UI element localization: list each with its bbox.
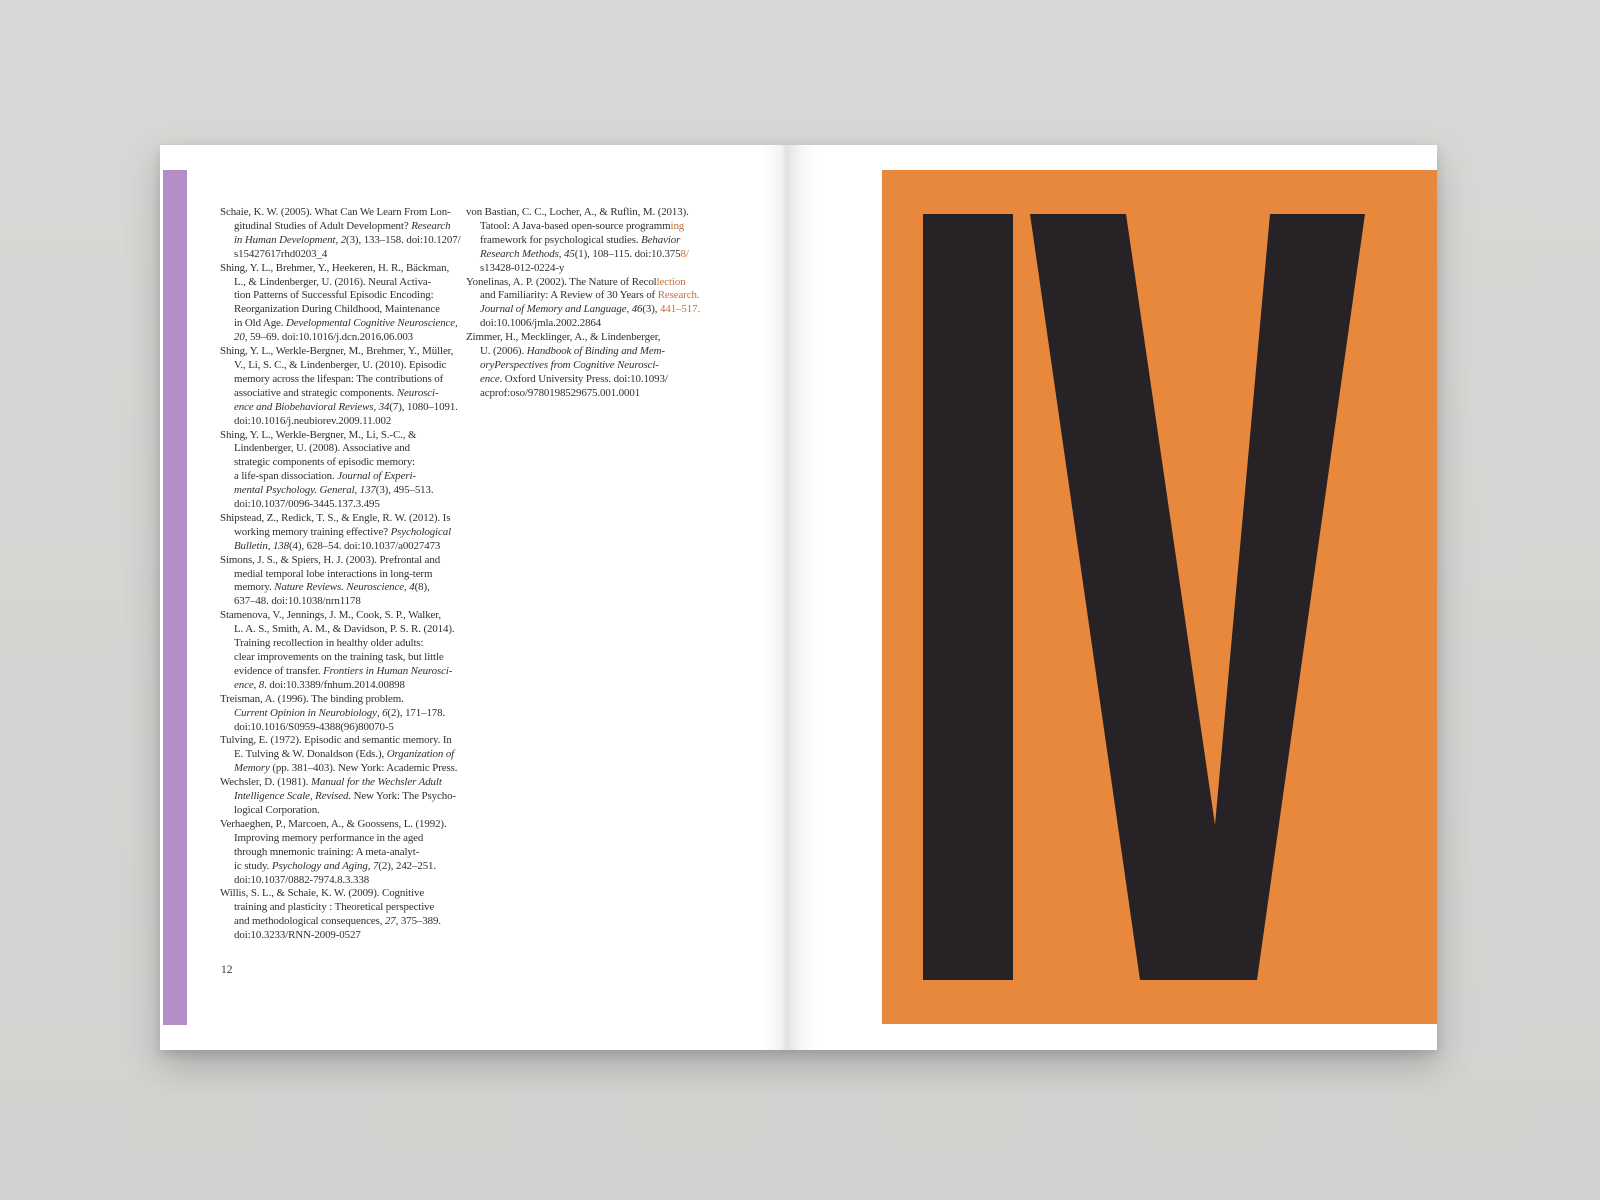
book-spread <box>160 145 1437 1050</box>
reference-entry: von Bastian, C. C., Locher, A., & Ruflin, M. (2013). Tatool: A Java-based open-source programming framework for psychological studies. Behavior Research Methods, 45(1), 108–115. doi:10.3758/ s13428-012-0224-y <box>466 206 689 274</box>
reference-entry: Simons, J. S., & Spiers, H. J. (2003). Prefrontal and medial temporal lobe interactions in long-term memory. Nature Reviews. Neuroscience, 4(8), 637–48. doi:10.1038/nrn1178 <box>220 553 441 608</box>
reference-entry: Yonelinas, A. P. (2002). The Nature of Recollection and Familiarity: A Review of 30 Years of Research. Journal of Memory and Language, 46(3), 441–517. doi:10.1006/jmla.2002.2864 <box>466 275 701 330</box>
reference-entry: Shing, Y. L., Werkle-Bergner, M., Brehmer, Y., Müller, V., Li, S. C., & Lindenberger, U. (2010). Episodic memory across the lifespan: The contributions of associative and strategic components. Neurosci- ence and Biobehavioral Reviews, 34(7), 1080–1091. doi:10.1016/j.neubiorev.2009.11.002 <box>220 345 458 427</box>
chapter-divider-panel <box>882 170 1437 1024</box>
reference-entry: Shipstead, Z., Redick, T. S., & Engle, R. W. (2012). Is working memory training effective? Psychological Bulletin, 138(4), 628–54. doi:10.1037/a0027473 <box>220 511 451 552</box>
reference-entry: Willis, S. L., & Schaie, K. W. (2009). Cognitive training and plasticity : Theoretical perspective and methodological consequences, 27, 375–389. doi:10.3233/RNN-2009-0527 <box>220 887 441 942</box>
reference-entry: Treisman, A. (1996). The binding problem. Current Opinion in Neurobiology, 6(2), 171–178. doi:10.1016/S0959-4388(96)80070-5 <box>220 692 446 733</box>
reference-entry: Stamenova, V., Jennings, J. M., Cook, S. P., Walker, L. A. S., Smith, A. M., & Davidson, P. S. R. (2014). Training recollection in healthy older adults: clear improvements on the training task, but little evidence of transfer. Frontiers in Human Neurosci- ence, 8. doi:10.3389/fnhum.2014.00898 <box>220 609 455 691</box>
chapter-numeral-iv <box>882 170 1437 1024</box>
section-color-stripe <box>163 170 187 1025</box>
references-column-2 <box>466 206 713 401</box>
reference-entry: Shing, Y. L., Brehmer, Y., Heekeren, H. R., Bäckman, L., & Lindenberger, U. (2016). Neural Activa- tion Patterns of Successful Episodic Encoding: Reorganization During Childhood, Maintenance in Old Age. Developmental Cognitive Neuroscience, 20, 59–69. doi:10.1016/j.dcn.2016.06.003 <box>220 261 458 344</box>
page-left-references <box>160 145 788 1050</box>
references-column-1 <box>220 206 467 943</box>
reference-entry: Tulving, E. (1972). Episodic and semantic memory. In E. Tulving & W. Donaldson (Eds.), Organization of Memory (pp. 381–403). New York: Academic Press. <box>220 734 458 775</box>
reference-entry: Schaie, K. W. (2005). What Can We Learn From Lon- gitudinal Studies of Adult Development? Research in Human Development, 2(3), 133–158. doi:10.1207/ s15427617rhd0203_4 <box>220 206 461 260</box>
page-number: 12 <box>221 964 233 976</box>
reference-entry: Shing, Y. L., Werkle-Bergner, M., Li, S.-C., & Lindenberger, U. (2008). Associative and strategic components of episodic memory: a life-span dissociation. Journal of Experi- mental Psychology. General, 137(3), 495–513. doi:10.1037/0096-3445.137.3.495 <box>220 428 434 511</box>
reference-entry: Zimmer, H., Mecklinger, A., & Lindenberger, U. (2006). Handbook of Binding and Mem- oryPerspectives from Cognitive Neurosci- ence. Oxford University Press. doi:10.1093/ acprof:oso/9780198529675.001.0001 <box>466 331 668 399</box>
reference-entry: Wechsler, D. (1981). Manual for the Wechsler Adult Intelligence Scale, Revised. New York: The Psycho- logical Corporation. <box>220 776 456 816</box>
page-right-chapter-divider <box>788 145 1437 1050</box>
reference-entry: Verhaeghen, P., Marcoen, A., & Goossens, L. (1992). Improving memory performance in the aged through mnemonic training: A meta-analyt- ic study. Psychology and Aging, 7(2), 242–251. doi:10.1037/0882-7974.8.3.338 <box>220 817 447 886</box>
